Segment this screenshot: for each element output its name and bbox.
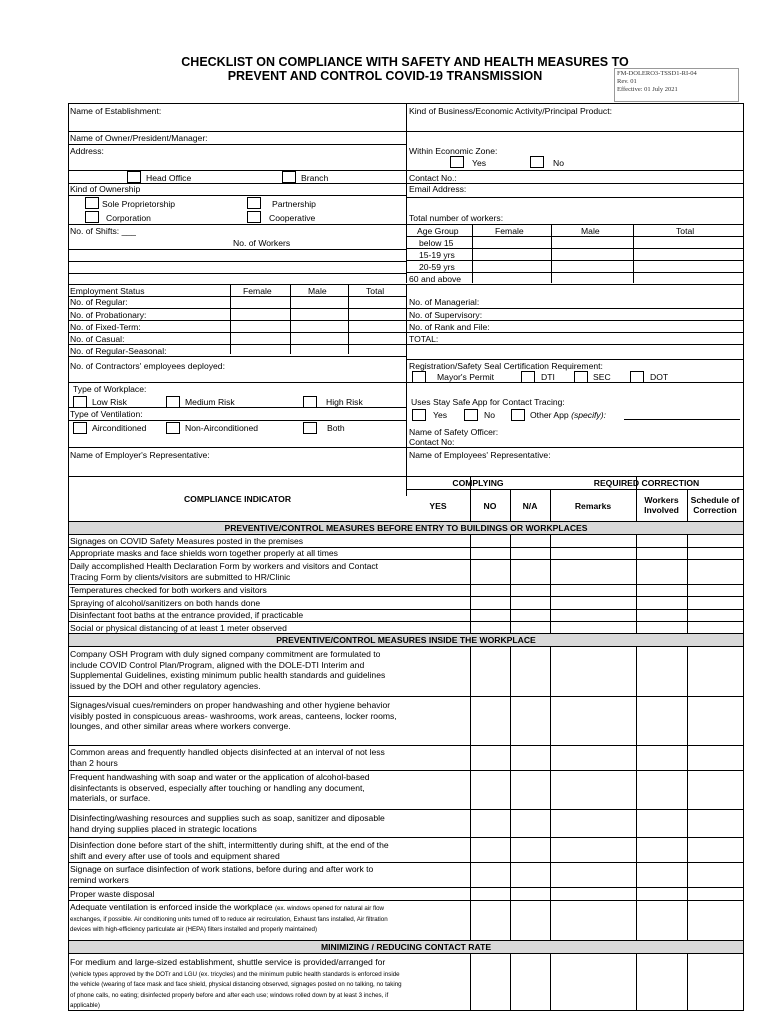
ventilation-note: (ex. windows opened for natural air flow exchanges, if possible. Air conditioning units turned off to reduce air recirculation, Exhaust fans installed, Air filtration devices with high-efficiency particulate air (HEPA) filters installed and properly maintained) <box>70 905 388 933</box>
form-code: FM-DOLERO3-TSSD1-RI-04 <box>617 70 697 77</box>
no-of-workers-label: No. of Workers <box>233 238 291 248</box>
employment-status-header: Employment Status <box>70 286 145 296</box>
compliance-indicator-header: COMPLIANCE INDICATOR <box>183 494 292 504</box>
partnership-label: Partnership <box>272 199 316 209</box>
complying-header: COMPLYING <box>452 478 504 488</box>
eco-zone-yes-checkbox[interactable] <box>450 156 464 168</box>
indicator-before-7: Social or physical distancing of at least 1 meter observed <box>70 623 287 633</box>
employment-total-header: Total <box>366 286 385 296</box>
ventilation-type-label: Type of Ventilation: <box>70 409 143 419</box>
indicator-inside-3: Common areas and frequently handled objects disinfected at an interval of not less than 2 hours <box>70 747 385 768</box>
cooperative-checkbox[interactable] <box>247 211 261 223</box>
sole-proprietorship-checkbox[interactable] <box>85 197 99 209</box>
age-group-header: Age Group <box>417 226 459 236</box>
workplace-type-label: Type of Workplace: <box>73 384 147 394</box>
employment-female-header: Female <box>243 286 272 296</box>
shuttle-note: (vehicle types approved by the DOTr and LGU (ex. tricycles) and the minimum public health standards is enforced inside the vehicle (wearing of face mask and face shield, physical distancing observed, signages posted on no talking, no taking of phone calls, no eating; disinfected properly before and after each use; windows rolled down by at least 3 inches, if applicable) <box>70 970 402 1009</box>
age-row-20-59: 20-59 yrs <box>419 262 455 272</box>
indicator-before-3: Daily accomplished Health Declaration Form by workers and visitors and Contact Tracing Form by clients/visitors are submitted to HR/Clinic <box>70 561 379 582</box>
low-risk-label: Low Risk <box>92 397 127 407</box>
shuttle-main: For medium and large-sized establishment, shuttle service is provided/arranged for <box>70 957 386 967</box>
both-ventilation-label: Both <box>327 423 345 433</box>
form-effective-date: Effective: 01 July 2021 <box>617 86 678 93</box>
section-minimizing-contact: MINIMIZING / REDUCING CONTACT RATE <box>69 940 743 954</box>
non-airconditioned-checkbox[interactable] <box>166 422 180 434</box>
shifts-label: No. of Shifts: ___ <box>70 226 136 236</box>
sec-label: SEC <box>593 372 611 382</box>
indicator-before-6: Disinfectant foot baths at the entrance provided, if practicable <box>70 610 304 620</box>
sole-proprietorship-label: Sole Proprietorship <box>102 199 176 209</box>
age-male-header: Male <box>581 226 600 236</box>
section-before-entry: PREVENTIVE/CONTROL MEASURES BEFORE ENTRY TO BUILDINGS OR WORKPLACES <box>69 521 743 535</box>
total-label: TOTAL: <box>409 334 439 344</box>
regular-label: No. of Regular: <box>70 297 128 307</box>
total-workers-label: Total number of workers: <box>409 213 504 223</box>
supervisory-label: No. of Supervisory: <box>409 310 483 320</box>
indicator-inside-5: Disinfecting/washing resources and supplies such as soap, sanitizer and diposable hand drying supplies placed in strategic locations <box>70 813 385 834</box>
title-line-2: PREVENT AND CONTROL COVID-19 TRANSMISSION <box>227 69 543 83</box>
na-header: N/A <box>522 501 538 511</box>
corporation-label: Corporation <box>106 213 151 223</box>
probationary-label: No. of Probationary: <box>70 310 147 320</box>
employer-rep-label: Name of Employer's Representative: <box>70 450 210 460</box>
employees-rep-label: Name of Employees' Representative: <box>409 450 551 460</box>
eco-zone-no-label: No <box>553 158 564 168</box>
staysafe-no-checkbox[interactable] <box>464 409 478 421</box>
rank-and-file-label: No. of Rank and File: <box>409 322 490 332</box>
staysafe-label: Uses Stay Safe App for Contact Tracing: <box>411 397 565 407</box>
safety-officer-label: Name of Safety Officer: <box>409 427 499 437</box>
economic-zone-label: Within Economic Zone: <box>409 146 498 156</box>
contact-label: Contact No.: <box>409 173 457 183</box>
establishment-name-label: Name of Establishment: <box>70 106 162 116</box>
head-office-label: Head Office <box>146 173 192 183</box>
staysafe-other-checkbox[interactable] <box>511 409 525 421</box>
mayors-permit-label: Mayor's Permit <box>437 372 495 382</box>
staysafe-yes-label: Yes <box>433 410 448 420</box>
head-office-checkbox[interactable] <box>127 171 141 183</box>
form-revision: Rev. 01 <box>617 78 637 85</box>
other-app-label <box>530 410 606 420</box>
indicator-inside-8: Proper waste disposal <box>70 889 155 899</box>
airconditioned-checkbox[interactable] <box>73 422 87 434</box>
indicator-inside-2: Signages/visual cues/reminders on proper handwashing and other hygiene behavior visibly posted in conspicuous areas- washrooms, work areas, canteens, locker rooms, lounges, and other similar areas where workers converge. <box>70 700 397 731</box>
staysafe-yes-checkbox[interactable] <box>412 409 426 421</box>
checklist-sheet <box>68 103 744 1011</box>
regular-seasonal-label: No. of Regular-Seasonal: <box>70 346 167 356</box>
ventilation-main: Adequate ventilation is enforced inside the workplace <box>70 902 273 912</box>
indicator-before-5: Spraying of alcohol/sanitizers on both hands done <box>70 598 261 608</box>
schedule-correction-header: Schedule of Correction <box>690 495 740 515</box>
remarks-header: Remarks <box>574 501 612 511</box>
fixed-term-label: No. of Fixed-Term: <box>70 322 141 332</box>
other-app-specify: (specify): <box>571 410 606 420</box>
registration-label: Registration/Safety Seal Certification Requirement: <box>409 361 603 371</box>
dti-label: DTI <box>541 372 555 382</box>
both-ventilation-checkbox[interactable] <box>303 422 317 434</box>
indicator-before-1: Signages on COVID Safety Measures posted in the premises <box>70 536 304 546</box>
required-correction-header: REQUIRED CORRECTION <box>593 478 700 488</box>
yes-header: YES <box>429 501 447 511</box>
form-title <box>160 55 650 83</box>
casual-label: No. of Casual: <box>70 334 125 344</box>
airconditioned-label: Airconditioned <box>92 423 147 433</box>
managerial-label: No. of Managerial: <box>409 297 480 307</box>
age-row-60-above: 60 and above <box>409 274 462 284</box>
employment-male-header: Male <box>308 286 327 296</box>
non-airconditioned-label: Non-Airconditioned <box>185 423 259 433</box>
workers-involved-header: Workers Involved <box>644 495 679 515</box>
indicator-inside-6: Disinfection done before start of the shift, intermittently during shift, at the end of the shift and every after use of tools and equipment shared <box>70 840 389 861</box>
indicator-inside-7: Signage on surface disinfection of work stations, before during and after work to remind workers <box>70 864 374 885</box>
branch-checkbox[interactable] <box>282 171 296 183</box>
no-header: NO <box>483 501 497 511</box>
business-label: Kind of Business/Economic Activity/Principal Product: <box>409 106 612 116</box>
eco-zone-yes-label: Yes <box>472 158 487 168</box>
contractors-label: No. of Contractors' employees deployed: <box>70 361 225 371</box>
dot-label: DOT <box>650 372 669 382</box>
title-line-1: CHECKLIST ON COMPLIANCE WITH SAFETY AND HEALTH MEASURES TO <box>181 55 629 69</box>
indicator-ventilation <box>70 902 403 934</box>
age-total-header: Total <box>676 226 695 236</box>
owner-label: Name of Owner/President/Manager: <box>70 133 208 143</box>
indicator-before-4: Temperatures checked for both workers and visitors <box>70 585 267 595</box>
eco-zone-no-checkbox[interactable] <box>530 156 544 168</box>
corporation-checkbox[interactable] <box>85 211 99 223</box>
cooperative-label: Cooperative <box>269 213 316 223</box>
indicator-before-2: Appropriate masks and face shields worn together properly at all times <box>70 548 338 558</box>
age-row-15-19: 15-19 yrs <box>419 250 455 260</box>
partnership-checkbox[interactable] <box>247 197 261 209</box>
address-label: Address: <box>70 146 104 156</box>
staysafe-no-label: No <box>484 410 495 420</box>
indicator-inside-4: Frequent handwashing with soap and water or the application of alcohol-based disinfectants is observed, especially after touching or handling any document, materials, or surface. <box>70 772 370 803</box>
branch-label: Branch <box>301 173 329 183</box>
safety-officer-contact-label: Contact No: <box>409 437 455 447</box>
indicator-shuttle <box>70 957 403 1010</box>
email-label: Email Address: <box>409 184 467 194</box>
ownership-label: Kind of Ownership <box>70 184 141 194</box>
other-app-specify-field[interactable] <box>624 419 740 420</box>
other-app-text: Other App <box>530 410 569 420</box>
form-code-box <box>614 68 739 102</box>
age-row-below-15: below 15 <box>419 238 454 248</box>
medium-risk-label: Medium Risk <box>185 397 235 407</box>
section-inside-workplace: PREVENTIVE/CONTROL MEASURES INSIDE THE WORKPLACE <box>69 633 743 647</box>
high-risk-label: High Risk <box>326 397 363 407</box>
indicator-inside-1: Company OSH Program with duly signed company commitment are formulated to include COVID Control Plan/Program, aligned with the DOLE-DTI Interim and Supplemental Guidelines, existing minimum public health standards and guidelines issued by the DOH and other regulatory agencies. <box>70 649 386 691</box>
age-female-header: Female <box>495 226 524 236</box>
